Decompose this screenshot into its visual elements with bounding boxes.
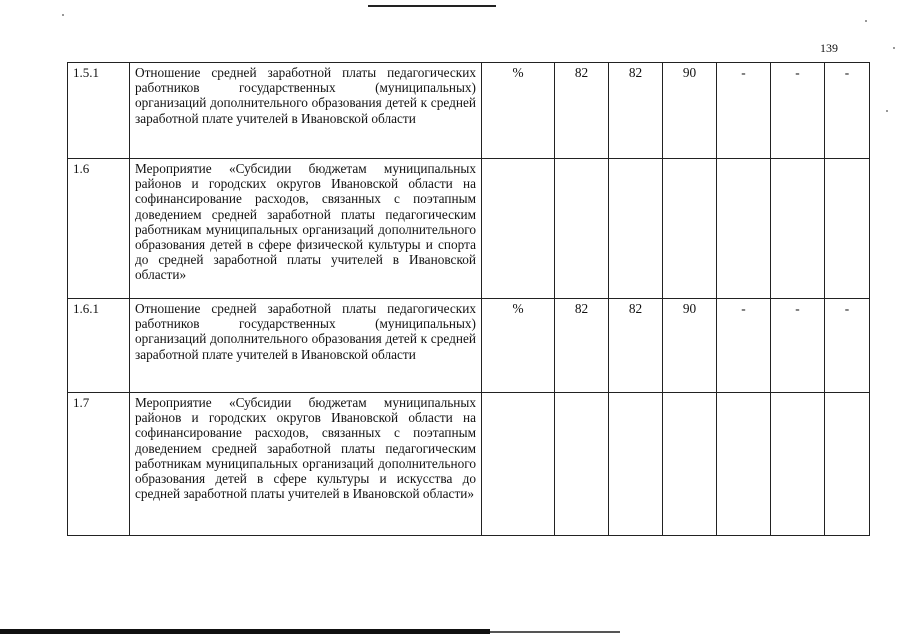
table-row — [68, 299, 870, 393]
table-row — [68, 63, 870, 159]
row-code: 1.7 — [68, 393, 130, 536]
value-cell: 82 — [555, 299, 609, 393]
scan-speck — [893, 47, 895, 49]
value-cell: - — [717, 63, 771, 159]
page-number: 139 — [820, 41, 838, 55]
value-cell: - — [825, 299, 870, 393]
row-description: Мероприятие «Субсидии бюджетам муниципальных районов и городских округов Ивановской области на софинансирование расходов, связанных с поэтапным доведением средней заработной платы педагогическим работникам муниципальных организаций дополнительного образования детей в сфере культуры и искусства до средней заработной платы учителей в Ивановской области» — [130, 393, 482, 536]
value-cell: - — [717, 299, 771, 393]
row-description: Отношение средней заработной платы педагогических работников государственных (муниципальных) организаций дополнительного образования детей к средней заработной плате учителей в Ивановской области — [130, 63, 482, 159]
top-rule — [368, 5, 496, 7]
value-cell: 82 — [609, 299, 663, 393]
value-cell: - — [771, 63, 825, 159]
table-row — [68, 159, 870, 299]
value-cell: - — [825, 63, 870, 159]
value-cell: - — [771, 299, 825, 393]
unit-cell — [482, 159, 555, 299]
value-cell — [555, 393, 609, 536]
scan-edge-line — [490, 631, 620, 633]
value-cell: 82 — [609, 63, 663, 159]
row-code: 1.6.1 — [68, 299, 130, 393]
value-cell: 82 — [555, 63, 609, 159]
value-cell — [771, 159, 825, 299]
row-description: Мероприятие «Субсидии бюджетам муниципальных районов и городских округов Ивановской области на софинансирование расходов, связанных с поэтапным доведением средней заработной платы педагогическим работникам муниципальных организаций дополнительного образования детей в сфере физической культуры и спорта до средней заработной платы учителей в Ивановской области» — [130, 159, 482, 299]
value-cell — [555, 159, 609, 299]
value-cell — [771, 393, 825, 536]
scan-speck — [886, 110, 888, 112]
row-code: 1.6 — [68, 159, 130, 299]
value-cell — [825, 393, 870, 536]
table-row — [68, 393, 870, 536]
row-code: 1.5.1 — [68, 63, 130, 159]
scan-edge-bar — [0, 629, 490, 634]
value-cell — [717, 393, 771, 536]
value-cell: 90 — [663, 299, 717, 393]
scan-speck — [62, 14, 64, 16]
value-cell — [825, 159, 870, 299]
value-cell — [609, 159, 663, 299]
indicators-table — [67, 62, 870, 536]
value-cell: 90 — [663, 63, 717, 159]
value-cell — [663, 159, 717, 299]
value-cell — [717, 159, 771, 299]
unit-cell: % — [482, 299, 555, 393]
scan-speck — [865, 20, 867, 22]
value-cell — [609, 393, 663, 536]
value-cell — [663, 393, 717, 536]
unit-cell: % — [482, 63, 555, 159]
row-description: Отношение средней заработной платы педагогических работников государственных (муниципальных) организаций дополнительного образования детей к средней заработной плате учителей в Ивановской области — [130, 299, 482, 393]
unit-cell — [482, 393, 555, 536]
